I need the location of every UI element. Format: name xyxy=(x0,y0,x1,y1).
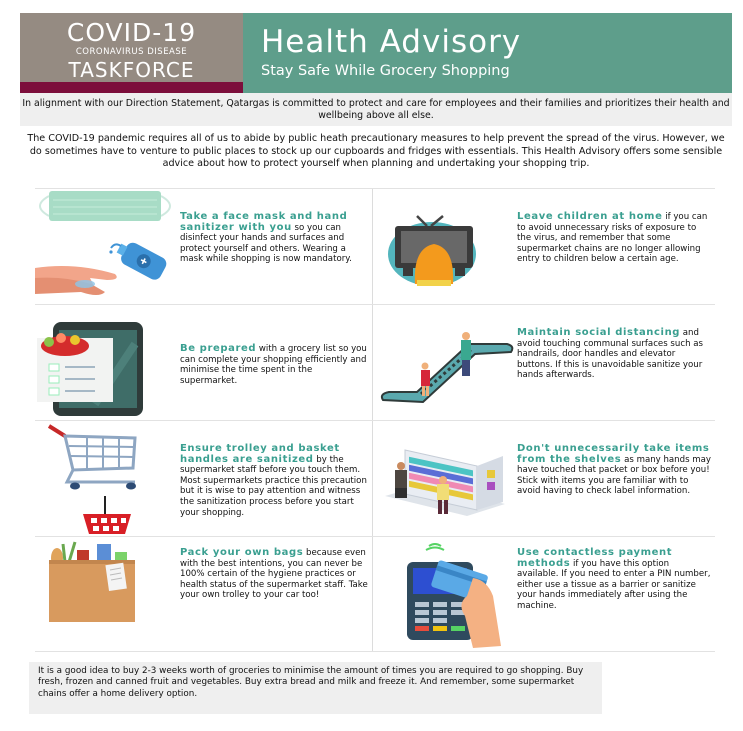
contactless-payment-icon xyxy=(377,536,517,652)
tip-mask-sanitizer xyxy=(35,188,373,304)
brand-line-2: CORONAVIRUS DISEASE xyxy=(75,47,188,57)
child-tv-icon xyxy=(377,188,517,304)
brand-accent-bar xyxy=(20,82,243,93)
closing-note: It is a good idea to buy 2-3 weeks worth of groceries to minimise the amount of times you are required to go shopping. Buy fresh, frozen and canned fruit and vegetables. Buy extra bread and milk and freeze it. And remember, some supermarket chains offer a home delivery option. xyxy=(29,662,602,714)
tip-heading: Pack your own bags xyxy=(180,547,304,558)
tip-body: if you have this option available. If you need to enter a PIN number, either use a tissue as a barrier or sanitize your hands immediately after using the machine. xyxy=(517,558,711,611)
tip-leave-children xyxy=(377,188,715,304)
tip-social-distancing xyxy=(377,304,715,420)
tip-text xyxy=(180,344,370,386)
tip-trolley-sanitized xyxy=(35,420,373,536)
escalator-distancing-icon xyxy=(377,304,517,420)
tip-body: because even with the best intentions, you can never be 100% certain of the hygiene practices or health status of the supermarket staff. Take your own trolley to your car too! xyxy=(180,548,368,601)
mask-sanitizer-icon xyxy=(35,188,175,304)
page-title: Health Advisory xyxy=(261,24,522,60)
page-subtitle: Stay Safe While Grocery Shopping xyxy=(261,63,510,79)
tip-heading: Ensure trolley and basket handles are sanitized xyxy=(180,443,340,465)
title-panel xyxy=(243,13,732,93)
tip-body: by the supermarket staff before you touch them. Most supermarkets practice this precaution but it is wise to pay attention and witness the sanitization process before you start your shopping. xyxy=(180,454,367,518)
tip-heading: Don't unnecessarily take items from the shelves xyxy=(517,443,710,465)
tip-text xyxy=(180,548,370,601)
tip-body: with a grocery list so you can complete your shopping efficiently and minimise the time spent in the supermarket. xyxy=(180,344,367,386)
tips-grid xyxy=(35,188,715,652)
tip-text xyxy=(517,212,712,265)
tip-body: and avoid touching communal surfaces such as handrails, door handles and elevator buttons. If this is unavoidable sanitize your hands afterwards. xyxy=(517,328,703,381)
brand-line-1: COVID-19 xyxy=(66,18,197,47)
tip-be-prepared xyxy=(35,304,373,420)
trolley-basket-icon xyxy=(35,420,175,536)
tip-text xyxy=(517,548,712,612)
tip-text xyxy=(517,328,712,381)
tip-text xyxy=(180,212,370,265)
tip-body: if you can to avoid unnecessary risks of exposure to the virus, and remember that some supermarket chains are no longer allowing entry to children below a certain age. xyxy=(517,212,708,265)
taskforce-brand xyxy=(20,13,243,93)
tip-text xyxy=(517,444,712,497)
lead-paragraph: The COVID-19 pandemic requires all of us to abide by public heath precautionary measures to help prevent the spread of the virus. However, we do sometimes have to venture to public places to stock up our cupboards and fridges with essentials. This Health Advisory offers some sensible advice about how to protect yourself when planning and undertaking your shopping trip. xyxy=(27,133,725,169)
header xyxy=(20,13,732,93)
tip-heading: Use contactless payment methods xyxy=(517,547,673,569)
grocery-list-phone-icon xyxy=(35,304,175,420)
shelves-shoppers-icon xyxy=(377,420,517,536)
tip-dont-take-items xyxy=(377,420,715,536)
tip-text xyxy=(180,444,370,518)
tip-heading: Leave children at home xyxy=(517,211,663,222)
grocery-bag-icon xyxy=(35,536,175,652)
brand-line-3: TASKFORCE xyxy=(68,58,195,82)
tip-body: so you can disinfect your hands and surfaces and protect yourself and others. Wearing a mask while shopping is now mandatory. xyxy=(180,222,352,265)
tip-body: as many hands may have touched that packet or box before you! Stick with items you are familiar with to avoid having to check label information. xyxy=(517,454,712,497)
tip-heading: Take a face mask and hand sanitizer with you xyxy=(180,211,348,233)
intro-statement: In alignment with our Direction Statement, Qatargas is committed to protect and care for employees and their families and prioritizes their health and wellbeing above all else. xyxy=(20,93,732,126)
tip-contactless-payment xyxy=(377,536,715,652)
tip-heading: Be prepared xyxy=(180,343,257,354)
tip-pack-bags xyxy=(35,536,373,652)
tip-heading: Maintain social distancing xyxy=(517,327,681,338)
